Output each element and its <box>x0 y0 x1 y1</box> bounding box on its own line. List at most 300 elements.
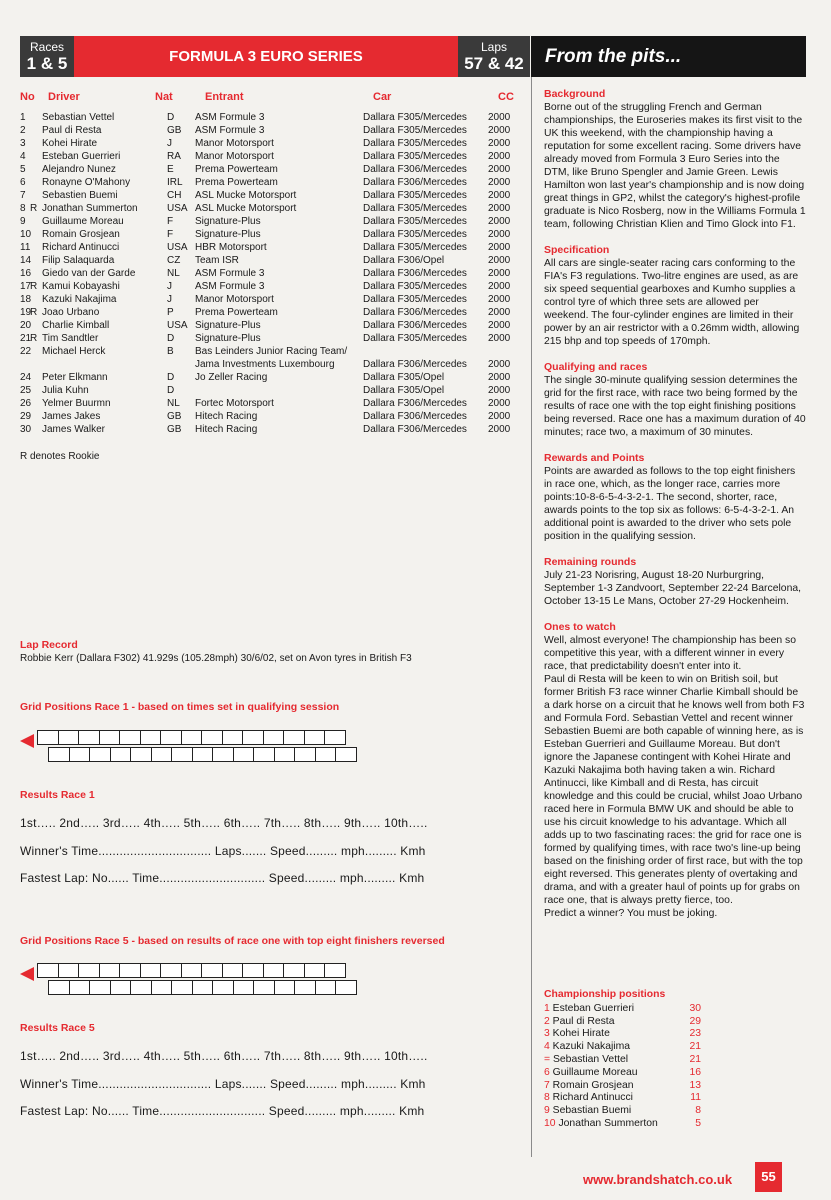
cell-rookie <box>30 397 42 410</box>
grid-slot <box>130 980 152 995</box>
cell-no: 30 <box>20 424 32 435</box>
table-row <box>20 189 525 202</box>
cell-entrant: Manor Motorsport <box>195 151 274 162</box>
table-row <box>20 150 525 163</box>
cell-cc: 2000 <box>488 242 511 253</box>
cell-entrant: ASM Formule 3 <box>195 281 265 292</box>
cell-car: Dallara F305/Mercedes <box>363 112 467 123</box>
cell-nat: J <box>167 138 172 149</box>
championship-position: 4 <box>544 1041 550 1053</box>
grid-slot <box>201 963 223 978</box>
championship-name: Kohei Hirate <box>552 1028 610 1040</box>
grid-slot <box>171 747 193 762</box>
cell-no: 9 <box>20 216 26 227</box>
cell-entrant: Team ISR <box>195 255 239 266</box>
sidebar-section-text: Borne out of the struggling French and German championships, the Euroseries makes its first visit to the UK this weekend, with the championship having a reputation for some excellent racing. Some drivers have already moved from Formula 3 Euro Series into the DTM, like Bruno Spengler and Jamie Green. Lewis Hamilton won last year's championship and is now doing great things in GP2, whilst the category's highest-profile graduate is Nico Rosberg, now in the Williams Formula 1 team, following Christian Klien and Timo Glock into F1. <box>544 102 806 230</box>
cell-driver: Sebastian Vettel <box>42 112 115 123</box>
championship-points: 30 <box>689 1002 701 1014</box>
cell-cc <box>488 345 518 358</box>
cell-nat: D <box>167 333 175 344</box>
results-race5-winner: Winner's Time................................ Laps....... Speed......... mph......... Kmh <box>20 1077 426 1091</box>
championship-position: 7 <box>544 1079 550 1091</box>
cell-car: Dallara F306/Opel <box>363 255 445 266</box>
results-race5-fastest-lap: Fastest Lap: No...... Time.............................. Speed......... mph......... Kmh <box>20 1104 425 1118</box>
cell-car: Dallara F305/Mercedes <box>363 125 467 136</box>
cell-entrant: ASL Mucke Motorsport <box>195 190 297 201</box>
cell-driver: Giedo van der Garde <box>42 268 136 279</box>
championship-driver <box>544 1041 681 1054</box>
cell-nat: D <box>167 112 175 123</box>
table-row <box>20 267 525 280</box>
grid-slot <box>201 730 223 745</box>
sidebar-section <box>544 452 806 543</box>
cell-nat: RA <box>167 151 181 162</box>
laps-value: 57 & 42 <box>464 54 524 73</box>
championship-position: 9 <box>544 1105 550 1117</box>
col-header-entrant: Entrant <box>205 91 244 103</box>
cell-entrant: Prema Powerteam <box>195 307 278 318</box>
grid-slot <box>335 747 357 762</box>
cell-car <box>363 345 488 358</box>
sidebar-section-heading: Rewards and Points <box>544 452 645 464</box>
cell-cc: 2000 <box>488 385 511 396</box>
championship-points: 23 <box>689 1028 701 1040</box>
cell-entrant: Prema Powerteam <box>195 177 278 188</box>
cell-nat: E <box>167 164 174 175</box>
cell-rookie <box>30 384 42 397</box>
grid-slot <box>253 980 275 995</box>
grid-slot <box>78 730 100 745</box>
cell-car: Dallara F306/Mercedes <box>363 424 467 435</box>
cell-cc: 2000 <box>488 424 511 435</box>
table-row <box>20 254 525 267</box>
cell-driver: Yelmer Buurmn <box>42 398 111 409</box>
cell-nat: GB <box>167 411 182 422</box>
grid-slot <box>315 747 337 762</box>
table-row <box>20 215 525 228</box>
cell-rookie <box>30 228 42 241</box>
cell-car: Dallara F306/Mercedes <box>363 359 467 370</box>
cell-rookie <box>30 163 42 176</box>
cell-rookie <box>30 358 42 371</box>
col-header-car: Car <box>373 91 392 103</box>
table-row <box>20 137 525 150</box>
cell-driver: Joao Urbano <box>42 307 100 318</box>
cell-cc: 2000 <box>488 398 511 409</box>
series-title: FORMULA 3 EURO SERIES <box>74 36 458 77</box>
races-badge <box>20 36 74 77</box>
sidebar-section-text: Well, almost everyone! The championship has been so competitive this year, with a different winner in every race, that predictability doesn't enter into it. Paul di Resta will be keen to win on British soil, but former British F3 race winner Charlie Kimball should be a dark horse on a circuit that he knows well from both F3 and Formula Ford. Sebastian Vettel and recent winner Sebastien Buemi are both capable of winning here, as is Esteban Guerrieri and Guillaume Moreau. But don't ignore the Japanese contingent with Kohei Hirate and Kazuki Nakajima both having taken a win. Richard Antinucci, like Kimball and di Resta, has circuit knowledge and this could be crucial, whilst Joao Urbano raced here in Formula BMW UK and should be able to use his circuit knowledge to his advantage. Which all adds up to two fascinating races: the grid for race one is formed by qualifying times, with race two's line-up being based on the finishing order of first race, but with the top eight reversed. This generates plenty of overtaking and drama, and with a greater haul of points up for grabs on race one, that is always pretty fierce, too. Predict a winner? You must be joking. <box>544 635 805 919</box>
grid-slot <box>110 980 132 995</box>
sidebar-section-text: All cars are single-seater racing cars conforming to the FIA's F3 regulations. Two-litre engines are used, as are six speed sequential gearboxes and Kumho supplies a control tyre of which three sets are allowed per weekend. The four-cylinder engines are limited in their power by an air restrictor with a 0.26mm width, allowing 215 bhp and top speeds of 170mph. <box>544 258 800 347</box>
results-race5-positions: 1st….. 2nd….. 3rd….. 4th….. 5th….. 6th….. 7th….. 8th….. 9th….. 10th….. <box>20 1049 428 1063</box>
cell-car: Dallara F306/Mercedes <box>363 164 467 175</box>
cell-nat: GB <box>167 125 182 136</box>
championship-name: Kazuki Nakajima <box>552 1041 631 1053</box>
championship-points: 21 <box>689 1053 701 1065</box>
championship-table <box>544 989 701 1131</box>
grid-slot <box>69 980 91 995</box>
grid-slot <box>58 730 80 745</box>
cell-driver: Kamui Kobayashi <box>42 281 120 292</box>
cell-no: 2 <box>20 125 26 136</box>
cell-rookie <box>30 410 42 423</box>
table-row <box>20 293 525 306</box>
grid-slot <box>99 730 121 745</box>
championship-row <box>544 1080 701 1093</box>
cell-rookie: R <box>30 333 38 344</box>
cell-cc: 2000 <box>488 125 511 136</box>
grid-slot <box>140 963 162 978</box>
cell-rookie <box>30 124 42 137</box>
cell-cc: 2000 <box>488 281 511 292</box>
cell-no: 8 <box>20 203 26 214</box>
sidebar-section-heading: Qualifying and races <box>544 361 648 373</box>
cell-nat: USA <box>167 242 188 253</box>
cell-driver: Jonathan Summerton <box>42 203 138 214</box>
cell-cc: 2000 <box>488 203 511 214</box>
races-value: 1 & 5 <box>26 54 68 73</box>
cell-nat: CZ <box>167 255 181 266</box>
cell-driver: James Jakes <box>42 411 101 422</box>
cell-cc: 2000 <box>488 411 511 422</box>
grid-slot <box>283 730 305 745</box>
cell-rookie: R <box>30 203 38 214</box>
cell-car: Dallara F305/Mercedes <box>363 216 467 227</box>
cell-driver <box>42 358 167 371</box>
pits-sidebar <box>544 88 806 933</box>
entry-list <box>20 111 525 436</box>
cell-nat: J <box>167 281 172 292</box>
cell-rookie <box>30 319 42 332</box>
sidebar-section <box>544 244 806 348</box>
grid-race1-row-lower <box>48 747 356 762</box>
cell-driver: Charlie Kimball <box>42 320 110 331</box>
grid-slot <box>222 963 244 978</box>
cell-cc: 2000 <box>488 359 511 370</box>
grid-slot <box>48 747 70 762</box>
grid-slot <box>212 747 234 762</box>
grid-slot <box>37 963 59 978</box>
championship-driver <box>544 1054 681 1067</box>
championship-row <box>544 1054 701 1067</box>
cell-driver: Tim Sandtler <box>42 333 99 344</box>
grid-slot <box>192 980 214 995</box>
grid-race1 <box>20 730 360 766</box>
grid-slot <box>119 730 141 745</box>
cell-car: Dallara F305/Mercedes <box>363 242 467 253</box>
table-row <box>20 410 525 423</box>
championship-position: 3 <box>544 1028 550 1040</box>
championship-driver <box>544 1003 681 1016</box>
cell-car: Dallara F305/Opel <box>363 385 445 396</box>
table-row <box>20 202 525 215</box>
championship-name: Jonathan Summerton <box>558 1117 658 1129</box>
cell-cc: 2000 <box>488 112 511 123</box>
championship-name: Guillaume Moreau <box>552 1066 638 1078</box>
grid-slot <box>171 980 193 995</box>
grid-race5 <box>20 963 360 999</box>
cell-cc: 2000 <box>488 151 511 162</box>
cell-car: Dallara F305/Mercedes <box>363 281 467 292</box>
cell-no: 10 <box>20 229 32 240</box>
sidebar-section-heading: Specification <box>544 244 610 256</box>
table-row <box>20 176 525 189</box>
grid-slot <box>263 963 285 978</box>
cell-cc: 2000 <box>488 229 511 240</box>
table-row <box>20 124 525 137</box>
grid-slot <box>192 747 214 762</box>
table-row <box>20 319 525 332</box>
grid-slot <box>294 747 316 762</box>
cell-no: 16 <box>20 268 32 279</box>
cell-cc: 2000 <box>488 333 511 344</box>
cell-rookie <box>30 254 42 267</box>
grid-slot <box>335 980 357 995</box>
cell-nat: B <box>167 346 174 357</box>
lap-record-heading: Lap Record <box>20 639 78 651</box>
championship-driver <box>544 1092 681 1105</box>
cell-nat: IRL <box>167 177 183 188</box>
grid-slot <box>233 747 255 762</box>
cell-driver: Esteban Guerrieri <box>42 151 121 162</box>
grid-slot <box>110 747 132 762</box>
cell-car: Dallara F306/Mercedes <box>363 411 467 422</box>
cell-driver: Peter Elkmann <box>42 372 108 383</box>
championship-row <box>544 1003 701 1016</box>
cell-car: Dallara F306/Mercedes <box>363 268 467 279</box>
grid-slot <box>89 747 111 762</box>
cell-rookie <box>30 293 42 306</box>
cell-cc: 2000 <box>488 216 511 227</box>
championship-points: 8 <box>695 1105 701 1117</box>
grid-slot <box>151 747 173 762</box>
championship-points: 21 <box>689 1041 701 1053</box>
championship-driver <box>544 1080 681 1093</box>
cell-driver: Guillaume Moreau <box>42 216 124 227</box>
cell-no: 11 <box>20 242 31 253</box>
grid-slot <box>283 963 305 978</box>
cell-entrant: Bas Leinders Junior Racing Team/ <box>195 346 348 357</box>
cell-cc: 2000 <box>488 138 511 149</box>
grid-slot <box>324 730 346 745</box>
grid-slot <box>151 980 173 995</box>
cell-driver: Paul di Resta <box>42 125 102 136</box>
cell-driver: Romain Grosjean <box>42 229 120 240</box>
cell-nat: USA <box>167 320 188 331</box>
col-header-cc: CC <box>498 91 514 103</box>
championship-row <box>544 1016 701 1029</box>
cell-nat: D <box>167 372 175 383</box>
footer-url[interactable]: www.brandshatch.co.uk <box>583 1172 733 1187</box>
cell-no <box>20 358 30 371</box>
championship-name: Sebastian Buemi <box>552 1105 632 1117</box>
grid-slot <box>37 730 59 745</box>
grid-slot <box>294 980 316 995</box>
cell-driver: Sebastien Buemi <box>42 190 118 201</box>
pits-title: From the pits... <box>531 36 806 77</box>
table-row <box>20 345 525 358</box>
cell-rookie <box>30 111 42 124</box>
championship-driver <box>544 1016 681 1029</box>
cell-no: 26 <box>20 398 32 409</box>
table-row <box>20 111 525 124</box>
grid-slot <box>304 730 326 745</box>
cell-entrant: Manor Motorsport <box>195 294 274 305</box>
grid-race5-heading: Grid Positions Race 5 - based on results of race one with top eight finishers reversed <box>20 935 445 947</box>
cell-car: Dallara F305/Mercedes <box>363 294 467 305</box>
grid-slot <box>274 980 296 995</box>
cell-driver: Filip Salaquarda <box>42 255 115 266</box>
grid-slot <box>181 963 203 978</box>
grid-slot <box>181 730 203 745</box>
cell-car: Dallara F305/Mercedes <box>363 333 467 344</box>
sidebar-section-text: July 21-23 Norisring, August 18-20 Nurburgring, September 1-3 Zandvoort, September 22-24 Barcelona, October 13-15 Le Mans, October 27-29 Hockenheim. <box>544 570 802 607</box>
results-race5-heading: Results Race 5 <box>20 1022 95 1034</box>
grid-race5-row-upper <box>37 963 345 978</box>
cell-rookie <box>30 241 42 254</box>
championship-name: Sebastian Vettel <box>552 1053 629 1065</box>
cell-entrant: Manor Motorsport <box>195 138 274 149</box>
col-header-driver: Driver <box>48 91 80 103</box>
laps-badge <box>458 36 530 77</box>
grid-slot <box>140 730 162 745</box>
cell-driver: Julia Kuhn <box>42 385 89 396</box>
cell-cc: 2000 <box>488 177 511 188</box>
championship-row <box>544 1105 701 1118</box>
cell-driver: Kazuki Nakajima <box>42 294 117 305</box>
championship-row <box>544 1118 701 1131</box>
championship-points: 16 <box>689 1066 701 1078</box>
page-number: 55 <box>755 1162 782 1192</box>
championship-position: = <box>544 1053 551 1065</box>
cell-no: 20 <box>20 320 32 331</box>
cell-no: 18 <box>20 294 32 305</box>
sidebar-section-heading: Remaining rounds <box>544 556 637 568</box>
championship-position: 6 <box>544 1066 550 1078</box>
cell-entrant: Signature-Plus <box>195 320 261 331</box>
cell-nat: NL <box>167 398 180 409</box>
cell-car: Dallara F305/Mercedes <box>363 138 467 149</box>
table-row <box>20 371 525 384</box>
cell-no: 19 <box>20 307 32 318</box>
grid-slot <box>324 963 346 978</box>
cell-nat: D <box>167 385 175 396</box>
sidebar-section-text: Points are awarded as follows to the top eight finishers in race one, which, as the longer race, carries more points:10-8-6-5-4-3-2-1. The second, shorter, race, awards points to the top six as follows: 6-5-4-3-2-1. An additional point is awarded to the driver who sets pole position in the qualifying session. <box>544 466 796 542</box>
cell-car: Dallara F305/Opel <box>363 372 445 383</box>
championship-points: 29 <box>689 1015 701 1027</box>
cell-cc: 2000 <box>488 307 511 318</box>
grid-slot <box>160 730 182 745</box>
table-row <box>20 241 525 254</box>
cell-entrant: Fortec Motorsport <box>195 398 274 409</box>
championship-row <box>544 1092 701 1105</box>
championship-name: Esteban Guerrieri <box>552 1002 635 1014</box>
cell-no: 7 <box>20 190 26 201</box>
cell-no: 21 <box>20 333 32 344</box>
cell-rookie <box>30 423 42 436</box>
results-race1-winner: Winner's Time................................ Laps....... Speed......... mph......... Kmh <box>20 844 426 858</box>
cell-entrant: Jama Investments Luxembourg <box>195 359 335 370</box>
cell-cc: 2000 <box>488 190 511 201</box>
cell-driver: James Walker <box>42 424 105 435</box>
results-race1-heading: Results Race 1 <box>20 789 95 801</box>
cell-car: Dallara F305/Mercedes <box>363 229 467 240</box>
cell-nat: F <box>167 216 174 227</box>
grid-slot <box>222 730 244 745</box>
championship-driver <box>544 1028 681 1041</box>
cell-no: 24 <box>20 372 32 383</box>
cell-nat <box>167 358 195 371</box>
championship-row <box>544 1067 701 1080</box>
laps-label: Laps <box>480 40 508 54</box>
cell-no: 17 <box>20 281 32 292</box>
championship-position: 8 <box>544 1092 550 1104</box>
cell-driver: Michael Herck <box>42 346 106 357</box>
cell-rookie <box>30 150 42 163</box>
cell-rookie: R <box>30 281 38 292</box>
cell-driver: Alejandro Nunez <box>42 164 116 175</box>
grid-slot <box>242 963 264 978</box>
championship-points: 13 <box>689 1079 701 1091</box>
championship-points: 11 <box>690 1092 701 1104</box>
cell-entrant: ASL Mucke Motorsport <box>195 203 297 214</box>
championship-name: Richard Antinucci <box>552 1092 633 1104</box>
championship-driver <box>544 1118 681 1131</box>
championship-heading: Championship positions <box>544 989 666 1000</box>
cell-car: Dallara F305/Mercedes <box>363 190 467 201</box>
cell-rookie <box>30 176 42 189</box>
cell-no: 5 <box>20 164 26 175</box>
table-row <box>20 280 525 293</box>
cell-entrant: ASM Formule 3 <box>195 125 265 136</box>
sidebar-section-heading: Ones to watch <box>544 621 616 633</box>
cell-no: 22 <box>20 346 32 357</box>
cell-nat: J <box>167 294 172 305</box>
cell-no: 14 <box>20 255 32 266</box>
cell-entrant: Hitech Racing <box>195 424 258 435</box>
table-row <box>20 384 525 397</box>
championship-driver <box>544 1105 681 1118</box>
sidebar-section-heading: Background <box>544 88 606 100</box>
sidebar-section <box>544 621 806 920</box>
cell-entrant: Signature-Plus <box>195 229 261 240</box>
championship-row <box>544 1028 701 1041</box>
cell-nat: NL <box>167 268 180 279</box>
cell-car: Dallara F306/Mercedes <box>363 307 467 318</box>
cell-driver: Ronayne O'Mahony <box>42 177 131 188</box>
cell-cc: 2000 <box>488 372 511 383</box>
cell-entrant: Hitech Racing <box>195 411 258 422</box>
cell-car: Dallara F305/Mercedes <box>363 151 467 162</box>
sidebar-section-text: The single 30-minute qualifying session determines the grid for the first race, with race two being formed by the results of race one with the top eight finishing positions being reversed. Race one has a maximum duration of 40 minutes; race two, a maximum of 30 minutes. <box>544 375 806 438</box>
cell-cc: 2000 <box>488 255 511 266</box>
grid-race1-heading: Grid Positions Race 1 - based on times set in qualifying session <box>20 701 340 713</box>
table-row <box>20 358 525 371</box>
cell-no: 25 <box>20 385 32 396</box>
rookie-note: R denotes Rookie <box>20 451 100 462</box>
cell-nat: USA <box>167 203 188 214</box>
cell-no: 3 <box>20 138 26 149</box>
grid-slot <box>58 963 80 978</box>
cell-car: Dallara F305/Mercedes <box>363 203 467 214</box>
cell-car: Dallara F306/Mercedes <box>363 177 467 188</box>
cell-rookie: R <box>30 307 38 318</box>
grid-slot <box>48 980 70 995</box>
grid-slot <box>253 747 275 762</box>
results-race1-positions: 1st….. 2nd….. 3rd….. 4th….. 5th….. 6th….. 7th….. 8th….. 9th….. 10th….. <box>20 816 428 830</box>
grid-slot <box>242 730 264 745</box>
